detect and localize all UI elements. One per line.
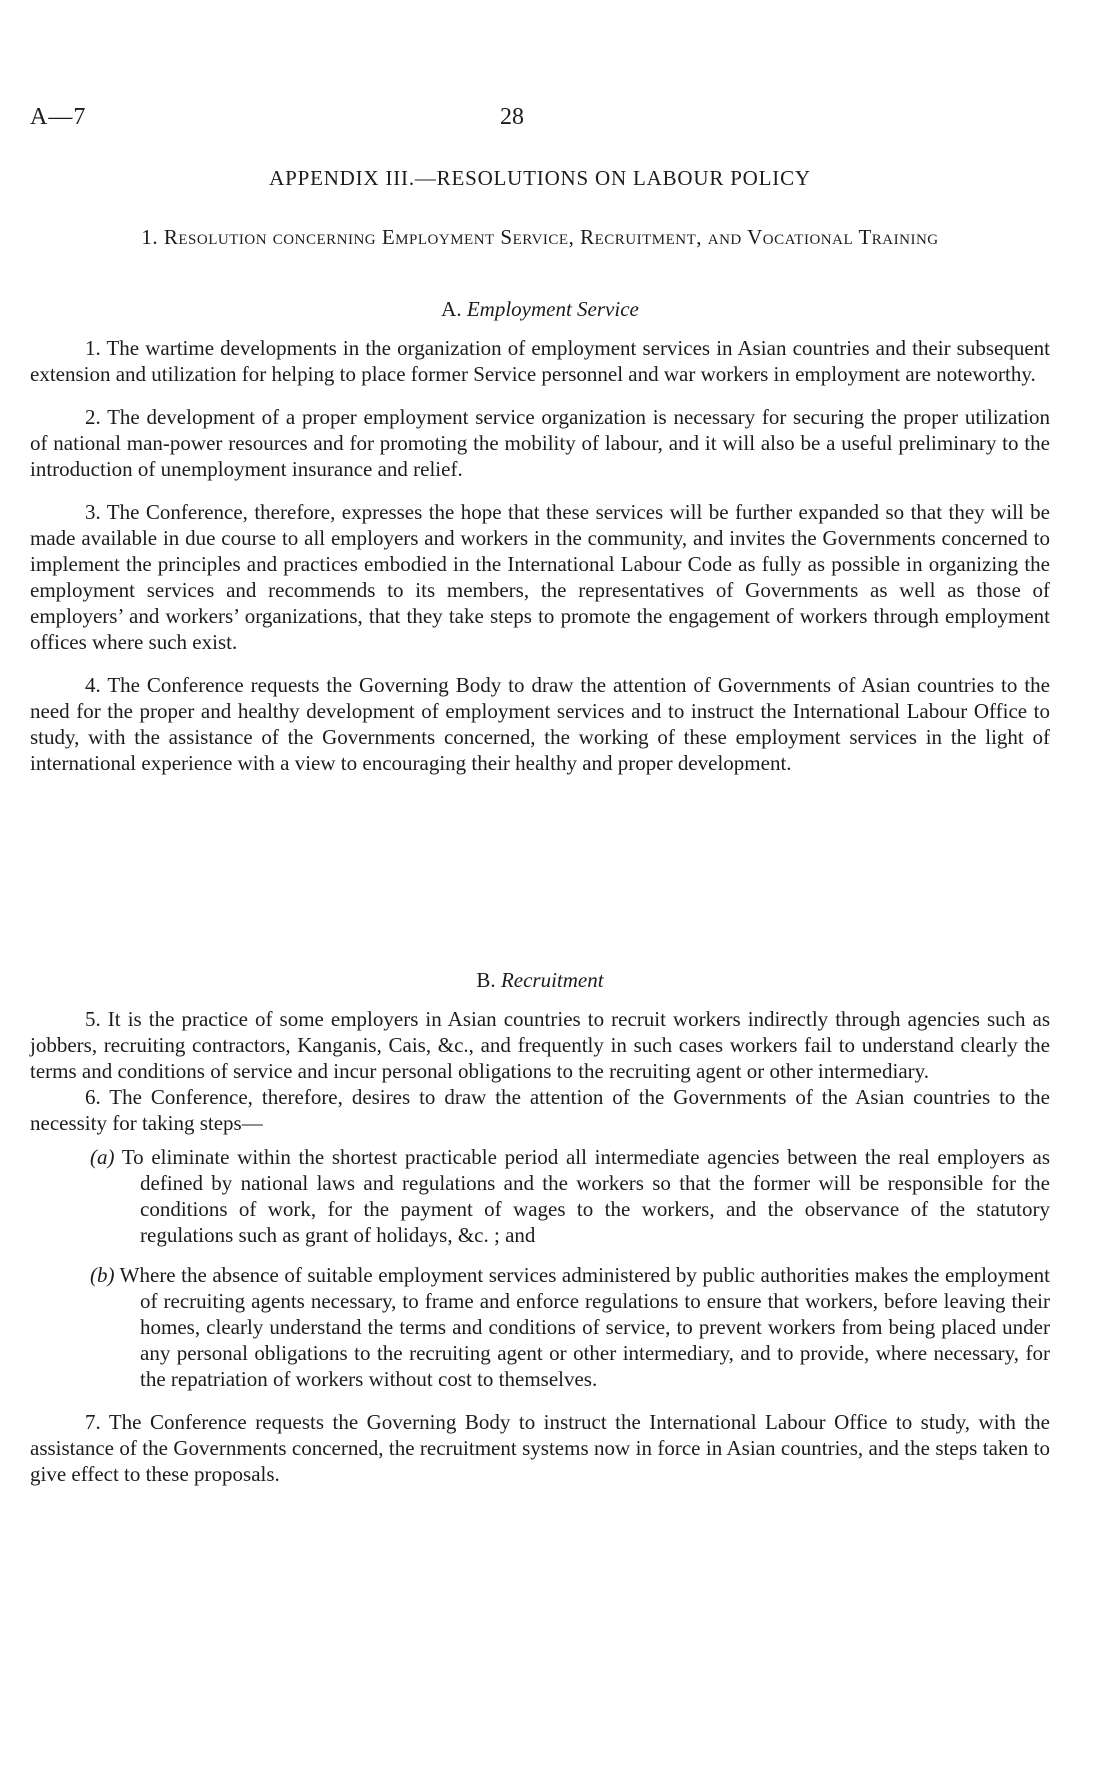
page-number: 28 bbox=[500, 104, 524, 130]
document-reference: A—7 bbox=[30, 104, 87, 130]
section-b-body bbox=[30, 1006, 1050, 1487]
list-item-text: Where the absence of suitable employment services administered by public authorities makes the employment of recruiting agents necessary, to frame and enforce regulations to ensure that workers, before leaving their homes, clearly understand the terms and conditions of service, to prevent workers from being placed under any personal obligations to the recruiting agent or other intermediary, and to provide, where necessary, for the repatriation of workers without cost to themselves. bbox=[119, 1263, 1051, 1391]
section-title: Recruitment bbox=[500, 968, 604, 992]
document-page bbox=[30, 0, 1050, 1781]
section-letter: A. bbox=[441, 297, 462, 321]
list-item-text: To eliminate within the shortest practicable period all intermediate agencies between the real employers as defined by national laws and regulations and the workers so that the former will be responsible for the conditions of work, for the payment of wages to the workers, and the observance of the statutory regulations such as grant of holidays, &c. ; and bbox=[121, 1145, 1051, 1247]
section-heading-recruitment bbox=[30, 968, 1050, 993]
resolution-heading: 1. Resolution concerning Employment Service, Recruitment, and Vocational Training bbox=[141, 225, 939, 249]
section-a-body bbox=[30, 335, 1050, 776]
paragraph-5: 5. It is the practice of some employers in Asian countries to recruit workers indirectly through agencies such as jobbers, recruiting contractors, Kanganis, Cais, &c., and frequently in such cases workers fail to understand clearly the terms and conditions of service and incur personal obligations to the recruiting agent or other intermediary. bbox=[30, 1007, 1050, 1083]
paragraph-3: 3. The Conference, therefore, expresses the hope that these services will be further expanded so that they will be made available in due course to all employers and workers in the community, and invites the Governments concerned to implement the principles and practices embodied in the International Labour Code as fully as possible in organizing the employment services and recommends to its members, the representatives of Governments as well as those of employers’ and workers’ organizations, that they take steps to promote the engagement of workers through employment offices where such exist. bbox=[30, 500, 1050, 654]
list-marker: (a) bbox=[90, 1145, 115, 1169]
section-letter: B. bbox=[476, 968, 496, 992]
paragraph-1: 1. The wartime developments in the organization of employment services in Asian countries and their subsequent extension and utilization for helping to place former Service personnel and war workers in employment are noteworthy. bbox=[30, 336, 1050, 386]
section-heading-employment-service bbox=[30, 297, 1050, 322]
list-marker: (b) bbox=[90, 1263, 115, 1287]
paragraph-7: 7. The Conference requests the Governing Body to instruct the International Labour Office to study, with the assistance of the Governments concerned, the recruitment systems now in force in Asian countries, and the steps taken to give effect to these proposals. bbox=[30, 1410, 1050, 1486]
paragraph-4: 4. The Conference requests the Governing Body to draw the attention of Governments of Asian countries to the need for the proper and healthy development of employment services and to instruct the International Labour Office to study, with the assistance of the Governments concerned, the working of these employment services in the light of international experience with a view to encouraging their healthy and proper development. bbox=[30, 673, 1050, 775]
paragraph-2: 2. The development of a proper employment service organization is necessary for securing the proper utilization of national man-power resources and for promoting the mobility of labour, and it will also be a useful preliminary to the introduction of unemployment insurance and relief. bbox=[30, 405, 1050, 481]
appendix-title: APPENDIX III.—RESOLUTIONS ON LABOUR POLICY bbox=[269, 166, 811, 190]
paragraph-6: 6. The Conference, therefore, desires to draw the attention of the Governments of the Asian countries to the necessity for taking steps— bbox=[30, 1085, 1050, 1135]
list-item bbox=[90, 1262, 1050, 1392]
list-item bbox=[90, 1144, 1050, 1248]
section-title: Employment Service bbox=[466, 297, 639, 321]
page-header bbox=[30, 104, 1050, 138]
